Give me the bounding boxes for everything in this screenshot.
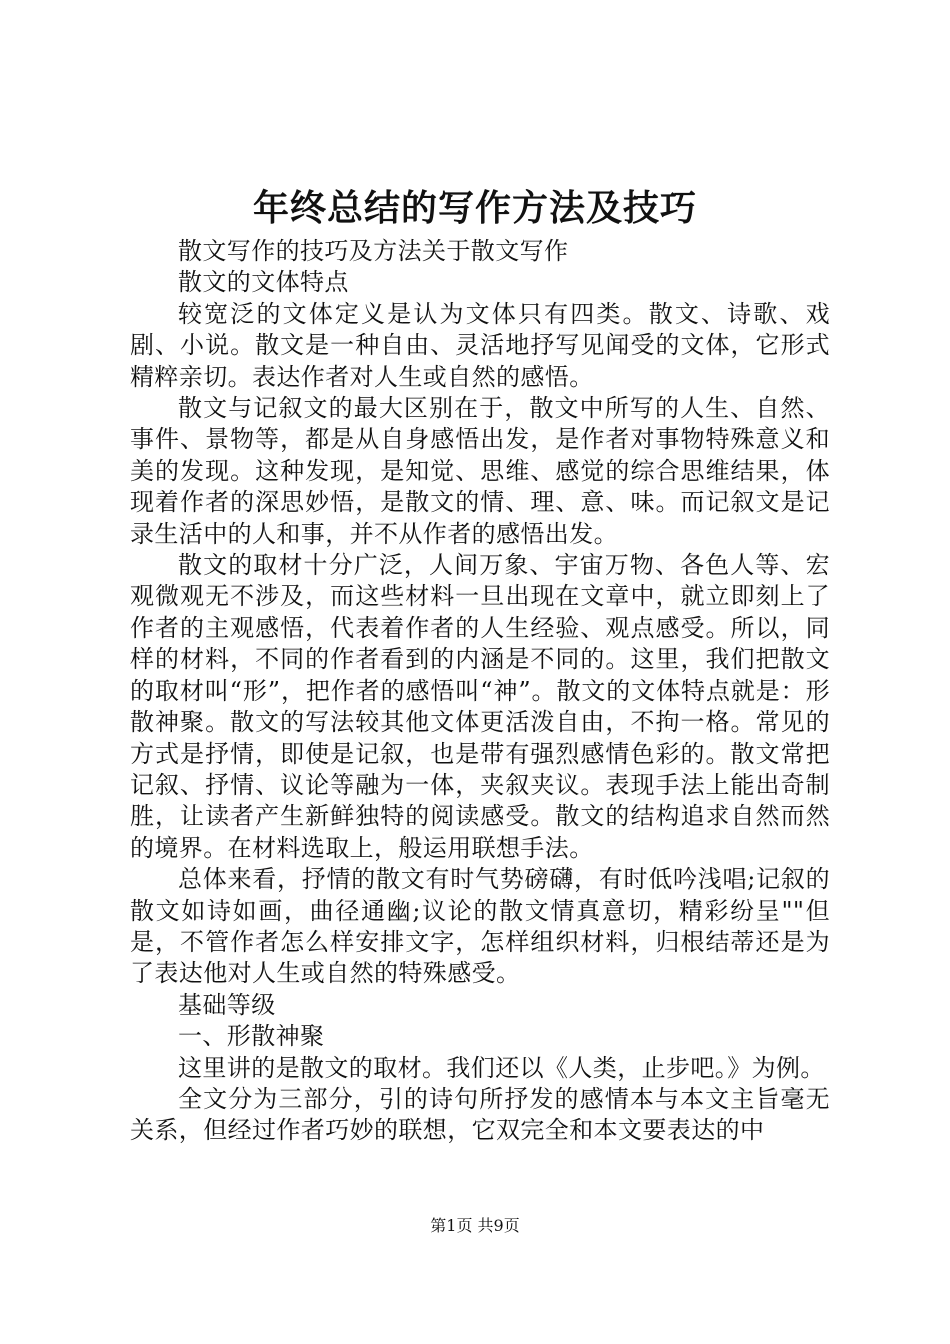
- document-title: 年终总结的写作方法及技巧: [252, 188, 697, 229]
- paragraph: 总体来看，抒情的散文有时气势磅礴，有时低吟浅唱;记叙的散文如诗如画，曲径通幽;议论的散文情真意切，精彩纷呈""但是，不管作者怎么样安排文字，怎样组织材料，归根结蒂还是为了表达他对人生或自然的特殊感受。: [130, 865, 830, 988]
- paragraph: 这里讲的是散文的取材。我们还以《人类，止步吧。》为例。: [178, 1053, 825, 1082]
- paragraph: 全文分为三部分，引的诗句所抒发的感情本与本文主旨毫无关系，但经过作者巧妙的联想，它双完全和本文要表达的中: [130, 1084, 830, 1145]
- paragraph: 较宽泛的文体定义是认为文体只有四类。散文、诗歌、戏剧、小说。散文是一种自由、灵活地抒写见闻受的文体，它形式精粹亲切。表达作者对人生或自然的感悟。: [130, 299, 830, 391]
- page-footer: 第1页 共9页: [430, 1216, 520, 1235]
- paragraph: 散文的取材十分广泛，人间万象、宇宙万物、各色人等、宏观微观无不涉及，而这些材料一旦出现在文章中，就立即刻上了作者的主观感悟，代表着作者的人生经验、观点感受。所以，同样的材料，不同的作者看到的内涵是不同的。这里，我们把散文的取材叫“形”，把作者的感悟叫“神”。散文的文体特点就是：形散神聚。散文的写法较其他文体更活泼自由，不拘一格。常见的方式是抒情，即使是记叙，也是带有强烈感情色彩的。散文常把记叙、抒情、议论等融为一体，夹叙夹议。表现手法上能出奇制胜，让读者产生新鲜独特的阅读感受。散文的结构追求自然而然的境界。在材料选取上，般运用联想手法。: [130, 551, 830, 862]
- paragraph: 散文写作的技巧及方法关于散文写作: [178, 237, 569, 265]
- paragraph: 散文与记叙文的最大区别在于，散文中所写的人生、自然、事件、景物等，都是从自身感悟出发，是作者对事物特殊意义和美的发现。这种发现，是知觉、思维、感觉的综合思维结果，体现着作者的深思妙悟，是散文的情、理、意、味。而记叙文是记录生活中的人和事，并不从作者的感悟出发。: [130, 394, 830, 548]
- document-body: [130, 236, 830, 1147]
- section-heading: 一、形散神聚: [178, 1022, 325, 1051]
- paragraph: 散文的文体特点: [178, 268, 349, 297]
- section-heading: 基础等级: [178, 990, 276, 1019]
